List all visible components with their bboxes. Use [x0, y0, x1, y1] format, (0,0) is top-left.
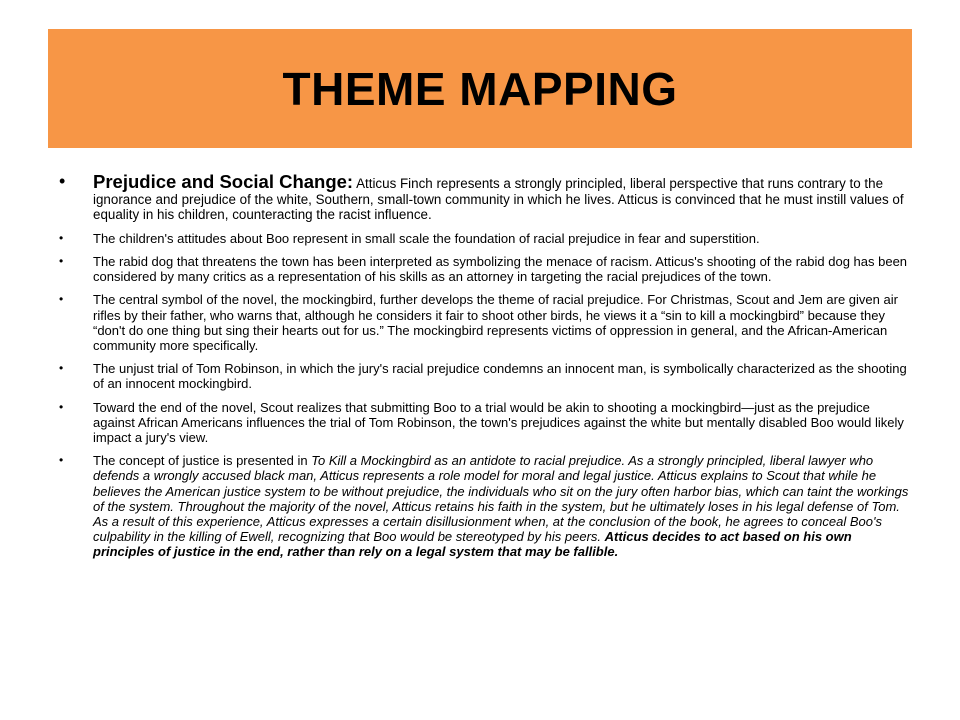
- bullet-dot-icon: •: [59, 171, 66, 191]
- bullet-list-container: [56, 172, 912, 568]
- bullet-text: Atticus Finch represents a strongly principled, liberal perspective that runs contrary to the ignorance and prejudice of the white, Southern, small-town community in which he lives. Atticus is convinced that he must instill values of equality in his children, counteracting the racist influence.: [93, 176, 904, 223]
- bullet-text-italic: To Kill a Mockingbird as an antidote to racial prejudice. As a strongly principled, liberal lawyer who defends a wrongly accused black man, Atticus represents a role model for moral and legal justice. Atticus explains to Scout that while he believes the American justice system to be without prejudice, the individuals who sit on the jury often harbor bias, which can taint the workings of the system. Throughout the majority of the novel, Atticus retains his faith in the system, but he ultimately loses in his legal defense of Tom. As a result of this experience, Atticus expresses a certain disillusionment when, at the conclusion of the book, he agrees to conceal Boo's culpability in the killing of Ewell, recognizing that Boo would be stereotyped by his peers.: [93, 453, 909, 545]
- bullet-item-justice-concept: [56, 453, 912, 559]
- bullet-text-bold-italic: Atticus decides to act based on his own principles of justice in the end, rather than rely on a legal system that may be fallible.: [93, 529, 852, 560]
- bullet-text: The rabid dog that threatens the town has been interpreted as symbolizing the menace of racism. Atticus's shooting of the rabid dog has been considered by many critics as a representation of his skills as an attorney in targeting the racial prejudices of the town.: [93, 254, 908, 285]
- bullet-item-prejudice-social-change: [56, 172, 912, 223]
- bullet-item-mockingbird-symbol: [56, 292, 912, 353]
- bullet-item-boo-trial: [56, 400, 912, 446]
- bullet-list: [56, 172, 912, 560]
- bullet-dot-icon: •: [59, 453, 64, 468]
- bullet-dot-icon: •: [59, 292, 64, 307]
- bullet-text: Toward the end of the novel, Scout realizes that submitting Boo to a trial would be akin to shooting a mockingbird—just as the prejudice against African Americans influences the trial of Tom Robinson, the town's prejudices against the white but mentally disabled Boo would likely impact a jury's view.: [93, 399, 904, 446]
- slide-title: THEME MAPPING: [282, 62, 678, 115]
- bullet-text: The children's attitudes about Boo represent in small scale the foundation of racial prejudice in fear and superstition.: [93, 230, 760, 246]
- bullet-item-boo-attitudes: [56, 231, 912, 246]
- bullet-dot-icon: •: [59, 254, 64, 269]
- bullet-dot-icon: •: [59, 399, 64, 414]
- bullet-dot-icon: •: [59, 361, 64, 376]
- bullet-item-tom-robinson-trial: [56, 361, 912, 391]
- bullet-text: The central symbol of the novel, the mockingbird, further develops the theme of racial prejudice. For Christmas, Scout and Jem are given air rifles by their father, who warns that, although he considers it fair to shoot other birds, he views it a “sin to kill a mockingbird” because they “don't do one thing but sing their hearts out for us.” The mockingbird represents victims of oppression in general, and the African-American community more specifically.: [93, 292, 898, 354]
- title-banner: [48, 29, 912, 148]
- bullet-lead: Prejudice and Social Change:: [93, 171, 354, 192]
- bullet-text: The unjust trial of Tom Robinson, in which the jury's racial prejudice condemns an innocent man, is symbolically characterized as the shooting of an innocent mockingbird.: [93, 361, 907, 392]
- bullet-dot-icon: •: [59, 230, 64, 245]
- bullet-text: The concept of justice is presented in: [93, 453, 312, 469]
- bullet-item-rabid-dog: [56, 254, 912, 284]
